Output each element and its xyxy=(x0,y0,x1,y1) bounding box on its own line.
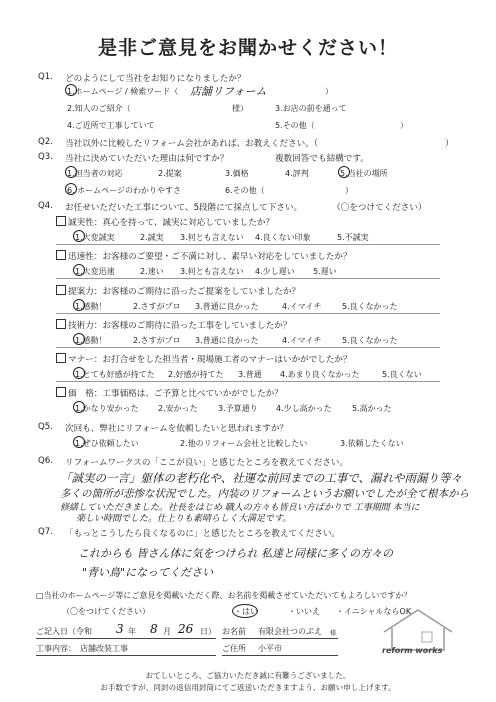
q7-answer-line-2[interactable]: "青い鳥"になってください xyxy=(82,566,214,579)
q4-item-price xyxy=(56,387,283,399)
q2-question: 当社以外に比較したリフォーム会社があれば、お教えください。（ xyxy=(65,139,319,149)
q3-option-6[interactable]: 6. ホームページのわかりやすさ xyxy=(67,186,182,195)
company-logo xyxy=(378,606,458,658)
rating-option[interactable]: 3.普通に良かった xyxy=(195,302,259,311)
rating-option[interactable]: 1.かなり安かった xyxy=(75,404,139,413)
q1-question: どのようにして当社をお知りになりましたか？ xyxy=(65,74,246,84)
checkbox-icon xyxy=(56,319,66,329)
q4-item-label: 技術力：お客様のご期待に沿った工事をしていましたか？ xyxy=(68,321,292,331)
q4-item-label: 迅速性：お客様のご要望・ご不満に対し、素早い対応をしていましたか？ xyxy=(68,252,352,262)
rating-option[interactable]: 5.良くなかった xyxy=(342,302,398,311)
rating-option[interactable]: 3.何とも言えない xyxy=(180,267,244,276)
q3-option-1[interactable]: 1.担当者の対応 xyxy=(67,169,123,178)
checkbox-icon xyxy=(56,387,66,397)
q4-item-label: 提案力：お客様のご期待に沿ったご提案をしていましたか？ xyxy=(68,287,301,297)
entry-address-label: ご住所 xyxy=(222,644,246,653)
q5-option-1[interactable]: 1.ぜひ依頼したい xyxy=(75,439,139,448)
q7-answer-line-1[interactable]: これからも 皆さん体に気をつけられ 私達と同様に多くの方々の xyxy=(78,547,393,560)
rating-option[interactable]: 1.とても好感が持てた xyxy=(75,370,155,379)
q3-option-3[interactable]: 3.価格 xyxy=(225,169,249,178)
rating-option[interactable]: 5.良くなかった xyxy=(342,336,398,345)
rating-option[interactable]: 1.感動！ xyxy=(75,302,107,311)
consent-no[interactable]: ・いいえ xyxy=(288,607,320,616)
rating-option[interactable]: 1.大変誠実 xyxy=(75,233,115,242)
entry-day[interactable]: 26 xyxy=(178,622,194,636)
entry-address-value[interactable]: 小平市 xyxy=(258,644,282,653)
q5-option-2[interactable]: 2.他のリフォーム会社と比較したい xyxy=(180,439,308,448)
rating-option[interactable]: 4.良くない印象 xyxy=(255,233,311,242)
q6-answer-line-2[interactable]: 多くの箇所が悲惨な状況でした。内装のリフォームというお願いでしたが全て根本から xyxy=(60,488,469,500)
q4-question: お任せいただいた工事について、5段階にて採点して下さい。 xyxy=(65,203,303,213)
q1-option-2-sama: 様） xyxy=(232,104,248,113)
rating-option[interactable]: 5.不誠実 xyxy=(337,233,369,242)
q3-option-7-close: ） xyxy=(345,186,353,195)
rating-option[interactable]: 1.感動！ xyxy=(75,336,107,345)
q6-answer-line-1[interactable]: 「誠実の一言」躯体の老朽化や、社運な前回までの工事で、漏れや雨漏り等々 xyxy=(60,471,463,485)
q6-answer-line-4[interactable]: 楽しい時間でした。仕上りも素晴らしく大満足です。 xyxy=(76,514,292,524)
q4-item-label: 誠実性：真心を持って、誠実に対応していましたか？ xyxy=(68,218,275,228)
footer-line-1: おてしいところ、ご協力いただき誠に有難うございました。 xyxy=(145,671,351,680)
q1-option-4[interactable]: 4.ご近所で工事していて xyxy=(67,121,155,130)
entry-name-label: お名前 xyxy=(222,627,246,636)
q2-close: ） xyxy=(445,139,454,149)
q4-note: （〇をつけてください） xyxy=(332,203,427,213)
q6-number: Q6. xyxy=(38,456,53,466)
rating-option[interactable]: 3.予算通り xyxy=(218,404,258,413)
q4-item-skill xyxy=(56,319,291,331)
entry-name-value[interactable]: 有限会社つのぶえ xyxy=(258,627,322,636)
entry-work-label: 工事内容： xyxy=(36,644,76,653)
rating-option[interactable]: 4.少し遅い xyxy=(255,267,295,276)
q3-note: 複数回答でも結構です。 xyxy=(275,154,369,164)
rating-option[interactable]: 2.速い xyxy=(140,267,164,276)
q5-question: 次回も、弊社にリフォームを依頼したいと思われますか？ xyxy=(65,424,289,434)
rating-option[interactable]: 5.良くない xyxy=(382,370,422,379)
rating-option[interactable]: 1.大変迅速 xyxy=(75,267,115,276)
rating-option[interactable]: 4.イマイチ xyxy=(282,336,322,345)
q3-number: Q3. xyxy=(38,152,53,162)
q4-item-label: マナー：お打合せをした担当者・現場施工者のマナーはいかがでしたか？ xyxy=(68,355,352,365)
q4-item-speed xyxy=(56,250,352,262)
rating-option[interactable]: 5.高かった xyxy=(352,404,392,413)
rating-option[interactable]: 2.さすがプロ xyxy=(133,336,181,345)
entry-month[interactable]: 8 xyxy=(150,622,158,636)
rating-option[interactable]: 2.好感が持てた xyxy=(168,370,224,379)
q1-option-2[interactable]: 2.知人のご紹介（ xyxy=(67,104,131,113)
q1-option-1[interactable]: 1.ホームページ / 検索ワード（ xyxy=(67,87,179,96)
q1-option-1-close: ） xyxy=(325,87,333,96)
q6-answer-line-3[interactable]: 修繕していただきました。社長をはじめ 職人の方々も皆良い方ばかりで 工事期間 本当に xyxy=(60,503,420,513)
q5-option-3[interactable]: 3.依頼したくない xyxy=(340,439,404,448)
q6-question: リフォームワークスの「ここが良い」と感じたところを教えてください。 xyxy=(65,458,349,468)
q1-number: Q1. xyxy=(38,72,53,82)
checkbox-icon xyxy=(56,285,66,295)
rating-option[interactable]: 4.あまり良くなかった xyxy=(280,370,360,379)
q4-item-honesty xyxy=(56,216,274,228)
entry-date-label: ご記入日（令和 xyxy=(36,627,92,636)
rating-option[interactable]: 5.遅い xyxy=(313,267,337,276)
q3-option-7[interactable]: 6.その他（ xyxy=(225,186,265,195)
rating-option[interactable]: 3.普通 xyxy=(238,370,262,379)
entry-name-suffix: 様 xyxy=(330,630,337,637)
footer-line-2: お手数ですが、同封の返信用封筒にてご返送いただきますよう、お願い申し上げます。 xyxy=(100,683,396,692)
rating-option[interactable]: 3.普通に良かった xyxy=(195,336,259,345)
rating-option[interactable]: 3.何とも言えない xyxy=(180,233,244,242)
consent-question: □当社のホームページ等にご意見を掲載いただく際、お名前を掲載させていただいてもよろしいですか？ xyxy=(36,591,412,600)
page-title: 是非ご意見をお聞かせください！ xyxy=(97,37,398,59)
q4-item-manner xyxy=(56,353,352,365)
q4-item-label: 価 格：工事価格は、ご予算と比べていかがでしたか？ xyxy=(68,389,283,399)
q1-search-word[interactable]: 店舗リフォーム xyxy=(190,85,267,98)
entry-year-unit: 年 xyxy=(128,627,136,636)
checkbox-icon xyxy=(56,216,66,226)
entry-work-value[interactable]: 店舗改装工事 xyxy=(80,644,128,653)
q1-option-3[interactable]: 3.お店の前を通って xyxy=(275,104,347,113)
rating-option[interactable]: 4.少し高かった xyxy=(276,404,332,413)
q7-question: 「もっとこうしたら良くなるのに」と感じたところを教えてください。 xyxy=(65,529,341,539)
entry-day-unit: 日） xyxy=(200,627,216,636)
consent-yes[interactable]: ・はい xyxy=(234,607,258,616)
q3-option-5[interactable]: 5.当社の場所 xyxy=(340,169,388,178)
checkbox-icon xyxy=(56,250,66,260)
q2-number: Q2. xyxy=(38,137,53,147)
q4-item-proposal xyxy=(56,285,300,297)
consent-initials[interactable]: ・イニシャルならOK xyxy=(336,607,412,616)
q3-option-4[interactable]: 4.評判 xyxy=(285,169,309,178)
rating-option[interactable]: 2.さすがプロ xyxy=(133,302,181,311)
q1-option-5[interactable]: 5.その他（ xyxy=(275,121,315,130)
q5-number: Q5. xyxy=(38,422,53,432)
checkbox-icon xyxy=(56,353,66,363)
q7-number: Q7. xyxy=(38,527,53,537)
rating-option[interactable]: 4.イマイチ xyxy=(282,302,322,311)
rating-option[interactable]: 2.安かった xyxy=(158,404,198,413)
entry-year[interactable]: 3 xyxy=(116,622,124,636)
q3-question: 当社に決めていただいた理由は何ですか？ xyxy=(65,154,229,164)
q4-number: Q4. xyxy=(38,201,53,211)
logo-text: reform works xyxy=(382,646,443,655)
consent-note: （〇をつけてください） xyxy=(62,607,150,616)
q1-option-5-close: ） xyxy=(400,121,408,130)
entry-month-unit: 月 xyxy=(163,627,171,636)
q3-option-2[interactable]: 2.提案 xyxy=(158,169,182,178)
rating-option[interactable]: 2.誠実 xyxy=(140,233,164,242)
